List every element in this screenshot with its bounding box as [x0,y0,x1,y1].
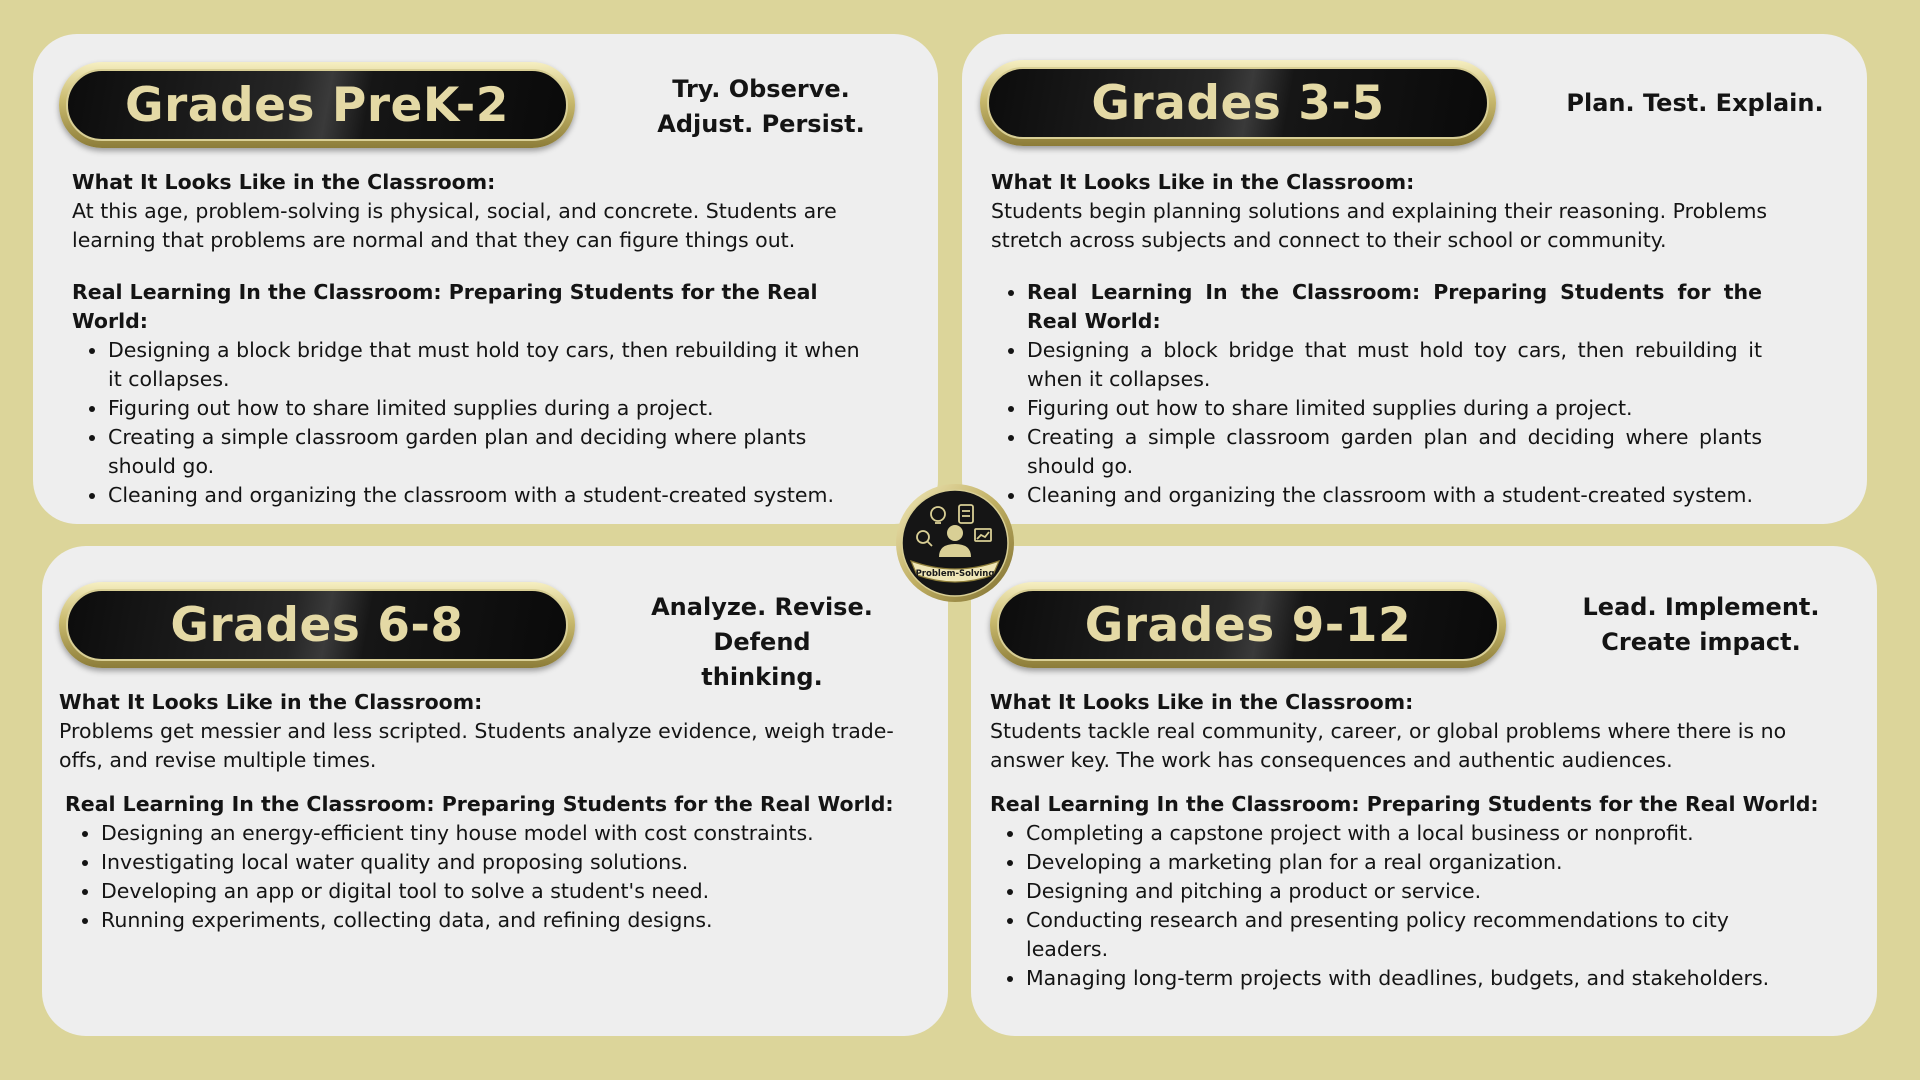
looks-like-section [991,168,1791,255]
tagline [1532,86,1858,121]
card-grades-prek-2 [33,34,938,524]
list-item: • Designing and pitching a product or service. [1026,877,1806,906]
example-list [65,819,905,935]
grade-title-pill [59,582,575,668]
tagline-line: Create impact. [1601,628,1801,656]
list-item: • Developing a marketing plan for a real organization. [1026,848,1806,877]
real-learning-section [990,790,1840,993]
grade-title: Grades 6-8 [170,597,464,653]
list-item: • Running experiments, collecting data, and refining designs. [101,906,905,935]
list-item: • Cleaning and organizing the classroom with a student-created system. [1027,481,1762,510]
grade-title-pill [990,582,1506,668]
list-item: • Cleaning and organizing the classroom with a student-created system. [108,481,873,510]
looks-like-section [59,688,899,775]
list-item: • Designing a block bridge that must hold toy cars, then rebuilding it when it collapses. [108,336,873,394]
tagline-line: Plan. Test. Explain. [1566,89,1824,117]
looks-like-text: At this age, problem-solving is physical, social, and concrete. Students are learning that problems are normal and that they can figure things out. [72,199,837,252]
looks-like-text: Students tackle real community, career, or global problems where there is no answer key. The work has consequences and authentic audiences. [990,719,1787,772]
tagline [1541,590,1861,660]
tagline [602,590,922,695]
tagline [611,72,911,142]
looks-like-heading: What It Looks Like in the Classroom: [990,690,1414,714]
grade-title: Grades 9-12 [1084,597,1412,653]
grade-title-pill [59,62,575,148]
looks-like-heading: What It Looks Like in the Classroom: [59,690,483,714]
looks-like-text: Students begin planning solutions and explaining their reasoning. Problems stretch across subjects and connect to their school or community. [991,199,1768,252]
real-learning-heading: Real Learning In the Classroom: Preparing Students for the Real World: [72,280,818,333]
emblem-label: Problem-Solving [915,569,995,579]
looks-like-section [990,688,1810,775]
list-item: • Figuring out how to share limited supplies during a project. [108,394,873,423]
example-list [990,819,1806,993]
tagline-line: Adjust. Persist. [657,110,865,138]
list-item: • Completing a capstone project with a local business or nonprofit. [1026,819,1806,848]
real-learning-heading: Real Learning In the Classroom: Preparing Students for the Real World: [65,792,894,816]
emblem-graphic [893,481,1017,605]
real-learning-section [65,790,905,935]
grade-title: Grades PreK-2 [125,77,509,133]
card-grades-9-12 [971,546,1877,1036]
list-item-heading: • Real Learning In the Classroom: Preparing Students for the Real World: [1027,278,1762,336]
card-grades-6-8 [42,546,948,1036]
tagline-line: thinking. [701,663,823,691]
tagline-line: Try. Observe. [672,75,850,103]
list-item: • Developing an app or digital tool to solve a student's need. [101,877,905,906]
list-item: • Conducting research and presenting policy recommendations to city leaders. [1026,906,1806,964]
example-list [991,278,1762,510]
looks-like-section [72,168,862,255]
grade-title-pill [980,60,1496,146]
tagline-line: Analyze. Revise. Defend [651,593,873,656]
real-learning-heading: Real Learning In the Classroom: Preparing Students for the Real World: [990,792,1819,816]
list-item: • Creating a simple classroom garden plan and deciding where plants should go. [108,423,873,481]
grade-title: Grades 3-5 [1091,75,1385,131]
list-item: • Designing an energy-efficient tiny house model with cost constraints. [101,819,905,848]
tagline-line: Lead. Implement. [1582,593,1820,621]
card-grades-3-5 [962,34,1867,524]
list-item: • Designing a block bridge that must hold toy cars, then rebuilding it when it collapses. [1027,336,1762,394]
looks-like-text: Problems get messier and less scripted. Students analyze evidence, weigh trade-offs, and revise multiple times. [59,719,894,772]
real-learning-section [991,278,1791,510]
list-item: • Managing long-term projects with deadlines, budgets, and stakeholders. [1026,964,1806,993]
list-item: • Creating a simple classroom garden plan and deciding where plants should go. [1027,423,1762,481]
example-list [72,336,873,510]
list-item: • Investigating local water quality and proposing solutions. [101,848,905,877]
real-learning-section [72,278,887,510]
looks-like-heading: What It Looks Like in the Classroom: [72,170,496,194]
problem-solving-emblem-icon [893,481,1017,605]
list-item: • Figuring out how to share limited supplies during a project. [1027,394,1762,423]
looks-like-heading: What It Looks Like in the Classroom: [991,170,1415,194]
